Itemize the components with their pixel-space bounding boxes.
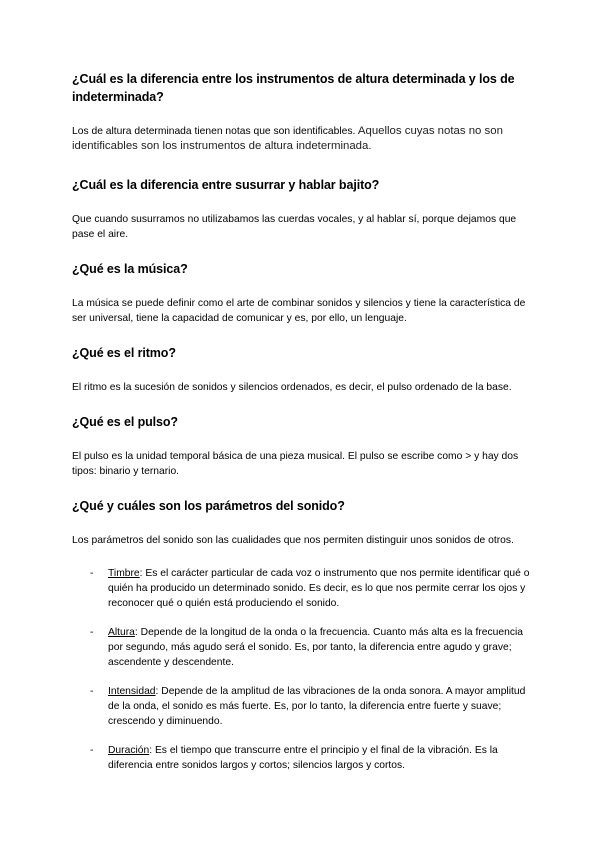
definition-altura: : Depende de la longitud de la onda o la frecuencia. Cuanto más alta es la frecuencia por segundo, más agudo será el sonido. Es, por tanto, la diferencia entre agudo y grave; ascendente y descendente. — [108, 627, 524, 668]
answer-pulso: El pulso es la unidad temporal básica de una pieza musical. El pulso se escribe como > y hay dos tipos: binario y ternario. — [72, 451, 519, 477]
definition-timbre: : Es el carácter particular de cada voz o instrumento que nos permite identificar qué o quién ha producido un determinado sonido. Es decir, es lo que nos permite cerrar los ojos y reconocer qué o quién está produciendo el sonido. — [108, 568, 530, 609]
answer-altura-instrumentos — [72, 124, 530, 154]
bullet-dash: - — [90, 568, 94, 579]
parameters-list — [72, 566, 530, 773]
heading-ritmo: ¿Qué es el ritmo? — [72, 346, 176, 360]
term-altura: Altura — [108, 627, 135, 638]
term-duracion: Duración — [108, 745, 150, 756]
list-item-timbre — [72, 566, 530, 611]
answer-text-extra: Aquellos cuyas notas no son identificables son los instrumentos de altura indeterminada. — [72, 125, 503, 152]
answer-musica: La música se puede definir como el arte de combinar sonidos y silencios y tiene la característica de ser universal, tiene la capacidad de comunicar y es, por ello, un lenguaje. — [72, 298, 526, 324]
heading-pulso: ¿Qué es el pulso? — [72, 415, 178, 429]
bullet-dash: - — [90, 627, 94, 638]
document-body — [72, 70, 530, 787]
definition-duracion: : Es el tiempo que transcurre entre el principio y el final de la vibración. Es la diferencia entre sonidos largos y cortos; silencios largos y cortos. — [108, 745, 498, 771]
answer-ritmo: El ritmo es la sucesión de sonidos y silencios ordenados, es decir, el pulso ordenado de la base. — [72, 382, 512, 393]
list-item-altura — [72, 625, 530, 670]
answer-text: Los de altura determinada tienen notas que son identificables. — [72, 126, 356, 137]
answer-parametros: Los parámetros del sonido son las cualidades que nos permiten distinguir unos sonidos de otros. — [72, 535, 514, 546]
bullet-dash: - — [90, 686, 94, 697]
term-timbre: Timbre — [108, 568, 140, 579]
heading-musica: ¿Qué es la música? — [72, 262, 188, 276]
answer-susurrar: Que cuando susurramos no utilizabamos las cuerdas vocales, y al hablar sí, porque dejamos que pase el aire. — [72, 214, 517, 240]
heading-parametros: ¿Qué y cuáles son los parámetros del sonido? — [72, 499, 345, 513]
heading-susurrar: ¿Cuál es la diferencia entre susurrar y hablar bajito? — [72, 178, 380, 192]
list-item-duracion — [72, 743, 530, 773]
term-intensidad: Intensidad — [108, 686, 156, 697]
definition-intensidad: : Depende de la amplitud de las vibraciones de la onda sonora. A mayor amplitud de la onda, el sonido es más fuerte. Es, por lo tanto, la diferencia entre fuerte y suave; crescendo y diminuendo. — [108, 686, 526, 727]
list-item-intensidad — [72, 684, 530, 729]
heading-altura-instrumentos: ¿Cuál es la diferencia entre los instrumentos de altura determinada y los de indeterminada? — [72, 72, 515, 104]
bullet-dash: - — [90, 745, 94, 756]
